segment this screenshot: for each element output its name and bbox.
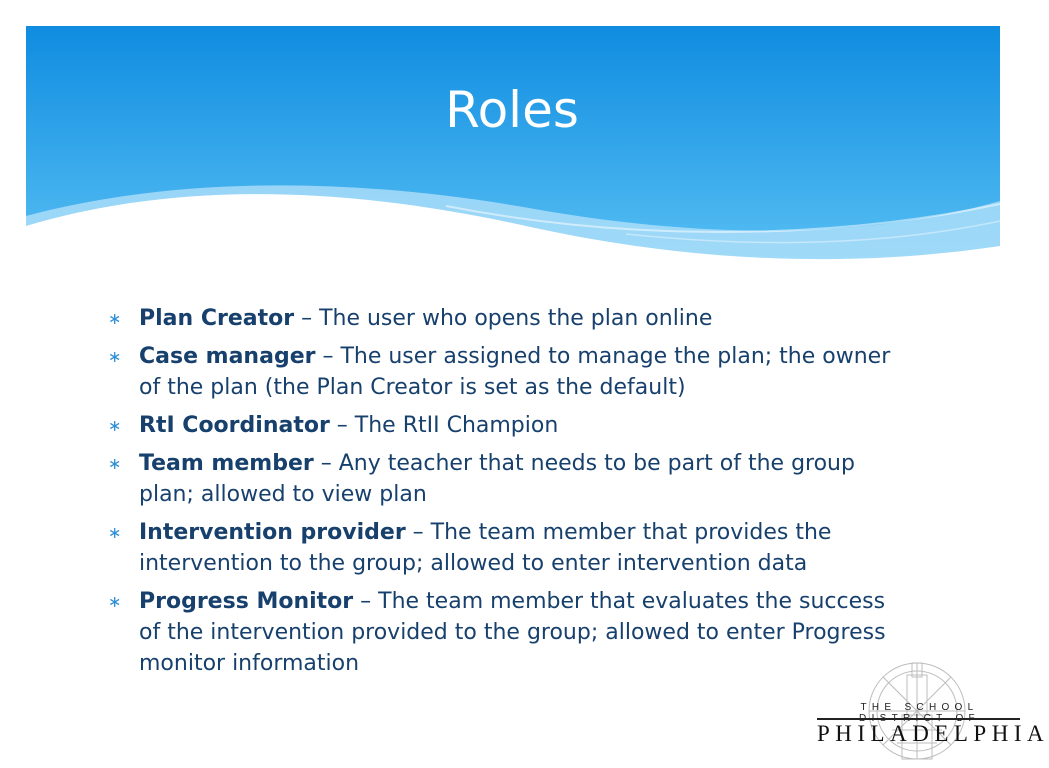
asterisk-bullet-icon: ∗ xyxy=(108,454,122,473)
asterisk-bullet-icon: ∗ xyxy=(108,347,122,366)
logo-top-line: THE SCHOOL xyxy=(860,702,979,713)
asterisk-bullet-icon: ∗ xyxy=(108,523,122,542)
role-term: Plan Creator xyxy=(139,306,295,331)
wave-background xyxy=(26,26,1000,286)
roles-list xyxy=(108,303,908,686)
role-description: – The team member that provides the intervention to the group; allowed to enter intervention data xyxy=(139,520,832,576)
school-district-logo xyxy=(812,655,1049,768)
role-term: Progress Monitor xyxy=(139,589,354,614)
role-description: – The RtII Champion xyxy=(329,413,559,438)
role-term: Case manager xyxy=(139,344,316,369)
role-description: – The user assigned to manage the plan; the owner of the plan (the Plan Creator is set as the default) xyxy=(139,344,891,400)
list-item xyxy=(108,303,908,334)
role-description: – Any teacher that needs to be part of the group plan; allowed to view plan xyxy=(139,451,855,507)
title-banner xyxy=(26,26,1000,286)
list-item xyxy=(108,586,908,679)
role-term: Intervention provider xyxy=(139,520,406,545)
asterisk-bullet-icon: ∗ xyxy=(108,592,122,611)
role-term: Team member xyxy=(139,451,314,476)
role-description: – The user who opens the plan online xyxy=(294,306,713,331)
list-item xyxy=(108,517,908,579)
asterisk-bullet-icon: ∗ xyxy=(108,309,122,328)
list-item xyxy=(108,341,908,403)
logo-divider xyxy=(817,718,1020,720)
role-description: – The team member that evaluates the success of the intervention provided to the group; allowed to enter Progress monitor information xyxy=(139,589,886,676)
slide-title: Roles xyxy=(445,81,579,139)
list-item xyxy=(108,410,908,441)
role-term: RtI Coordinator xyxy=(139,413,330,438)
list-item xyxy=(108,448,908,510)
asterisk-bullet-icon: ∗ xyxy=(108,416,122,435)
logo-main-line: PHILADELPHIA xyxy=(817,721,1049,746)
